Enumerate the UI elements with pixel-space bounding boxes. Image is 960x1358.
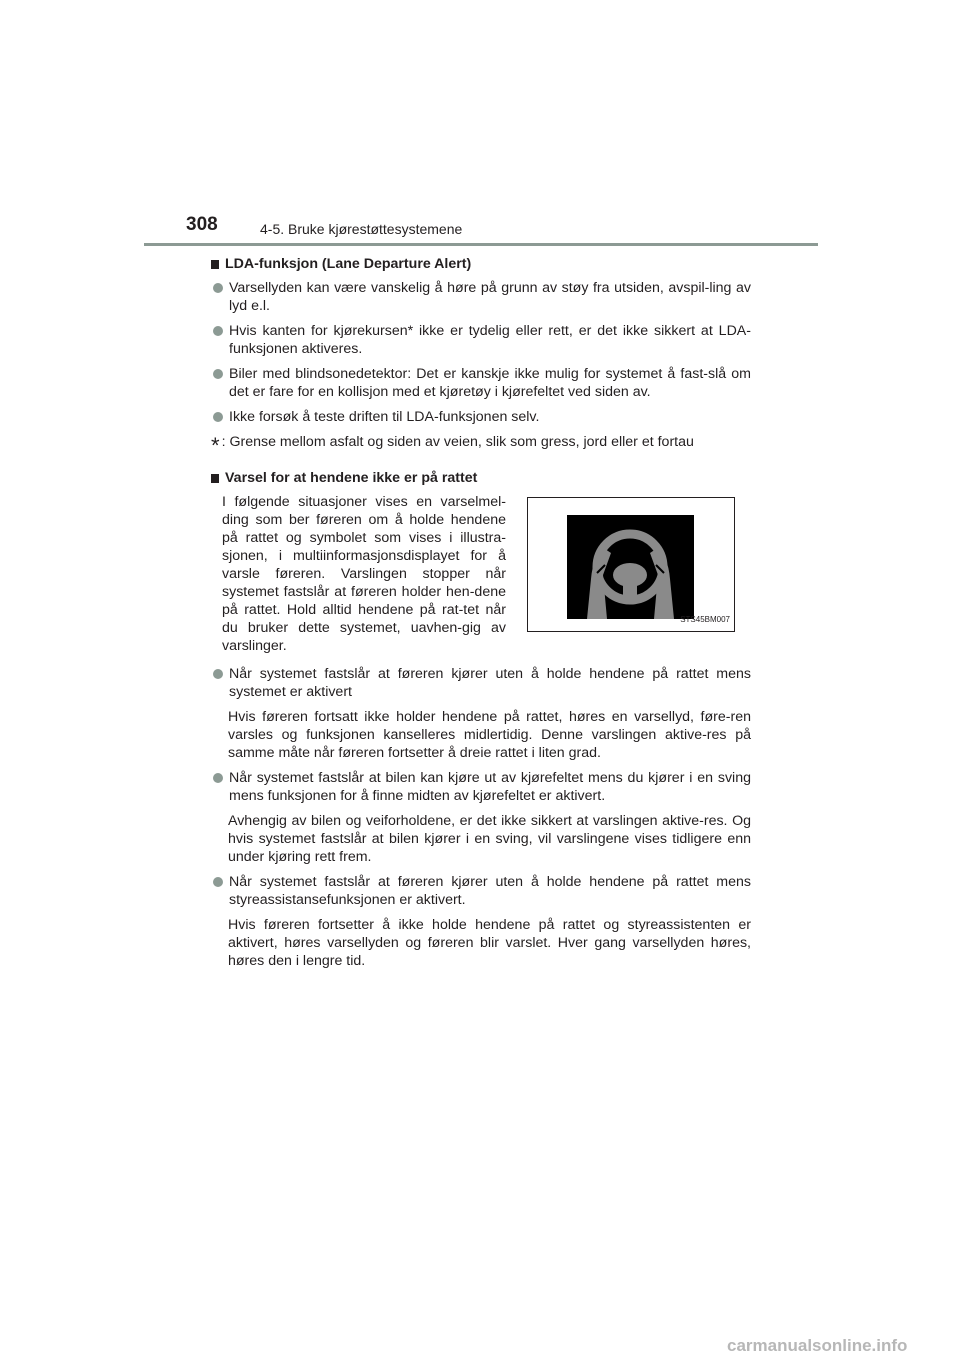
chapter-title: 4-5. Bruke kjørestøttesystemene <box>260 221 463 237</box>
list-item <box>211 408 751 426</box>
circle-bullet-icon <box>213 669 223 679</box>
list-item <box>211 279 751 315</box>
list-item-text: Hvis kanten for kjørekursen* ikke er tydelig eller rett, er det ikke sikkert at LDA-funksjonen aktiveres. <box>229 323 751 357</box>
page-number: 308 <box>186 214 218 235</box>
illustration-frame <box>527 497 735 632</box>
intro-text: I følgende situasjoner vises en varselmel-ding som ber føreren om å holde hendene på rattet og symbolet som vises i illustra-sjonen, i multiinformasjonsdisplayet for å varsle føreren. Varslingen stopper når systemet fastslår at føreren holder hen-dene på rattet. Hold alltid hendene på rat-tet når du bruker dette systemet, uavhen-gig av varslinger. <box>222 494 506 654</box>
list-item-text: Varsellyden kan være vanskelig å høre på grunn av støy fra utsiden, avspil-ling av lyd e.l. <box>229 280 751 314</box>
list-item-detail: Hvis føreren fortsatt ikke holder hendene på rattet, høres en varsellyd, føre-ren varsles og funksjonen kanselleres midlertidig. Denne varslingen aktive-res på samme måte når føreren fortsetter å dreie rattet i liten grad. <box>228 709 751 761</box>
list-item <box>211 322 751 358</box>
hands-on-wheel-warning-icon <box>567 515 694 619</box>
circle-bullet-icon <box>213 773 223 783</box>
circle-bullet-icon <box>213 326 223 336</box>
square-bullet-icon <box>211 474 219 483</box>
header-rule <box>144 243 818 246</box>
watermark: carmanualsonline.info <box>727 1336 908 1355</box>
list-item-text: Når systemet fastslår at føreren kjører uten å holde hendene på rattet mens styreassistansefunksjonen er aktivert. <box>229 874 751 908</box>
section-heading-text: LDA-funksjon (Lane Departure Alert) <box>225 256 472 272</box>
list-item-detail: Hvis føreren fortsetter å ikke holde hendene på rattet og styreassistenten er aktivert, høres varsellyden og føreren blir varslet. Hver gang varsellyden høres, høres den i lengre tid. <box>228 917 751 969</box>
list-item-text: Biler med blindsonedetektor: Det er kanskje ikke mulig for systemet å fast-slå om det er fare for en kollisjon med et kjøretøy i kjørefeltet ved siden av. <box>229 366 751 400</box>
footnote-text: : Grense mellom asfalt og siden av veien, slik som gress, jord eller et fortau <box>221 434 694 450</box>
intro-with-illustration <box>222 493 751 655</box>
list-item <box>211 873 751 909</box>
footnote <box>211 433 751 458</box>
list-item-text: Når systemet fastslår at bilen kan kjøre ut av kjørefeltet mens du kjører i en sving mens funksjonen for å finne midten av kjørefeltet er aktivert. <box>229 770 751 804</box>
circle-bullet-icon <box>213 877 223 887</box>
list-item <box>211 365 751 401</box>
footnote-mark: * <box>211 433 220 458</box>
list-item-text: Når systemet fastslår at føreren kjører uten å holde hendene på rattet mens systemet er aktivert <box>229 666 751 700</box>
circle-bullet-icon <box>213 369 223 379</box>
list-item-detail: Avhengig av bilen og veiforholdene, er det ikke sikkert at varslingen aktive-res. Og hvis systemet fastslår at bilen kjører i en sving, vil varslingene vises tidligere enn under kjøring rett frem. <box>228 813 751 865</box>
list-item <box>211 665 751 701</box>
circle-bullet-icon <box>213 283 223 293</box>
square-bullet-icon <box>211 260 219 269</box>
list-item <box>211 769 751 805</box>
section-heading-hands <box>211 469 751 487</box>
page-content <box>211 255 751 977</box>
illustration-code: STS45BM007 <box>680 615 730 624</box>
section-heading-text: Varsel for at hendene ikke er på rattet <box>225 470 478 486</box>
circle-bullet-icon <box>213 412 223 422</box>
list-item-text: Ikke forsøk å teste driften til LDA-funksjonen selv. <box>229 409 540 425</box>
section-heading-lda <box>211 255 751 273</box>
